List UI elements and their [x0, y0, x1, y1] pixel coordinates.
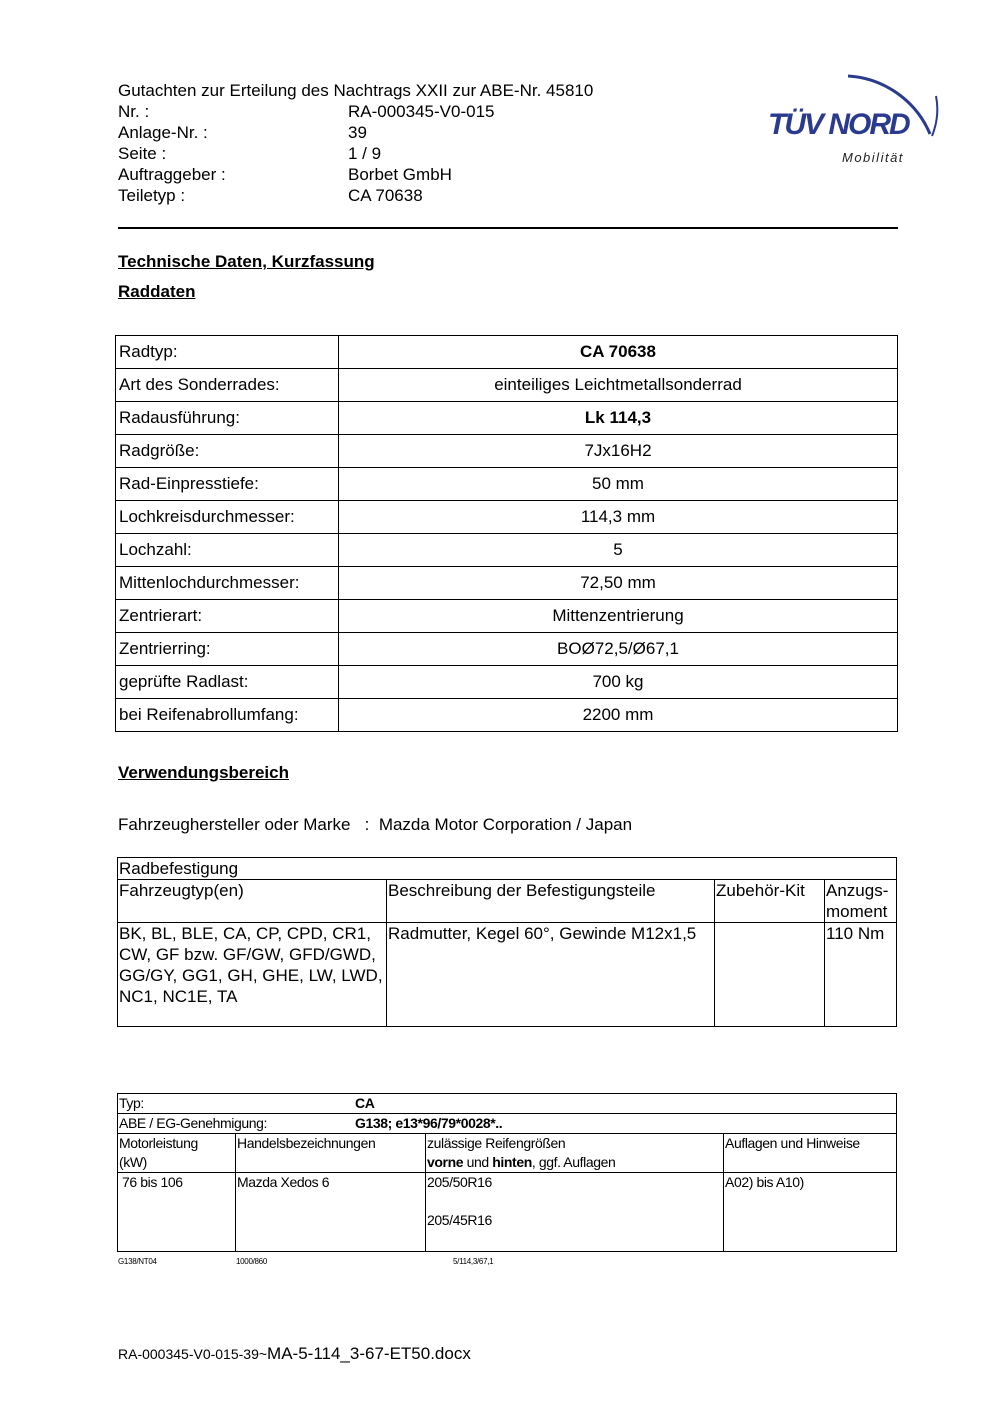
cell-notes: A02) bis A10)	[724, 1173, 897, 1252]
header-row-nr	[118, 101, 494, 122]
table-row	[116, 666, 898, 699]
logo-wordmark: TÜV NORD	[768, 108, 909, 141]
header-power	[118, 1134, 236, 1173]
cell-value: 50 mm	[339, 468, 898, 501]
tuv-nord-logo	[760, 56, 940, 170]
code-nt: G138/NT04	[118, 1257, 157, 1266]
table-row	[116, 633, 898, 666]
cell-label: bei Reifenabrollumfang:	[116, 699, 339, 732]
cell-trade-name: Mazda Xedos 6	[236, 1173, 426, 1252]
header-tyres-front: vorne	[427, 1154, 464, 1170]
header-description: Beschreibung der Befestigungsteile	[387, 880, 715, 923]
table-row	[116, 468, 898, 501]
table-row	[116, 600, 898, 633]
header-label: Auftraggeber :	[118, 165, 226, 184]
maker-label: Fahrzeughersteller oder Marke	[118, 815, 351, 834]
footer-filename	[118, 1344, 471, 1364]
header-value: RA-000345-V0-015	[348, 102, 495, 121]
wheel-fixing-table	[117, 857, 897, 1027]
header-label: Nr. :	[118, 102, 150, 121]
cell-label: geprüfte Radlast:	[116, 666, 339, 699]
table-row	[116, 402, 898, 435]
header-value: 1 / 9	[348, 144, 382, 163]
header-torque	[825, 880, 897, 923]
typ-value: CA	[355, 1095, 375, 1111]
maker-separator: :	[364, 815, 370, 834]
cell-kit	[715, 923, 825, 1027]
cell-value: 2200 mm	[339, 699, 898, 732]
cell-label: Radausführung:	[116, 402, 339, 435]
table-row	[116, 369, 898, 402]
header-row-auftraggeber	[118, 164, 452, 185]
cell-description: Radmutter, Kegel 60°, Gewinde M12x1,5	[387, 923, 715, 1027]
wheel-data-table	[115, 335, 898, 732]
header-trade-names: Handelsbezeichnungen	[236, 1134, 426, 1173]
cell-tyres	[426, 1173, 724, 1252]
cell-label: Mittenlochdurchmesser:	[116, 567, 339, 600]
section-technical-data: Technische Daten, Kurzfassung	[118, 252, 375, 271]
cell-value: CA 70638	[339, 336, 898, 369]
header-tyres	[426, 1134, 724, 1173]
cell-value: 5	[339, 534, 898, 567]
header-divider	[118, 227, 898, 229]
header-tyres-and: und	[463, 1154, 493, 1170]
code-load: 1000/860	[236, 1257, 267, 1266]
table-row	[116, 534, 898, 567]
header-kit: Zubehör-Kit	[715, 880, 825, 923]
header-torque-1: Anzugs-	[826, 881, 889, 900]
abe-label: ABE / EG-Genehmigung:	[119, 1115, 268, 1131]
vehicle-maker-line	[118, 815, 632, 835]
cell-label: Lochzahl:	[116, 534, 339, 567]
header-label: Anlage-Nr. :	[118, 123, 208, 142]
header-value: 39	[348, 123, 367, 142]
tyre-size: 205/45R16	[427, 1212, 492, 1228]
cell-value: Mittenzentrierung	[339, 600, 898, 633]
table-row	[116, 435, 898, 468]
tyre-size: 205/50R16	[427, 1174, 492, 1190]
table-row	[116, 501, 898, 534]
header-power-1: Motorleistung	[119, 1135, 198, 1151]
logo-subtitle: Mobilität	[842, 150, 904, 165]
header-tyres-note: , ggf. Auflagen	[531, 1154, 616, 1170]
maker-value: Mazda Motor Corporation / Japan	[378, 815, 633, 834]
cell-label: Zentrierart:	[116, 600, 339, 633]
fixing-title: Radbefestigung	[118, 858, 897, 880]
cell-label: Lochkreisdurchmesser:	[116, 501, 339, 534]
header-power-2: (kW)	[119, 1154, 147, 1170]
typ-label: Typ:	[119, 1095, 144, 1111]
footer-id: RA-000345-V0-015-39~	[118, 1346, 268, 1362]
table-row	[118, 858, 897, 880]
cell-value: 114,3 mm	[339, 501, 898, 534]
cell-label: Radgröße:	[116, 435, 339, 468]
cell-value: BOØ72,5/Ø67,1	[339, 633, 898, 666]
header-row-teiletyp	[118, 185, 423, 206]
cell-label: Rad-Einpresstiefe:	[116, 468, 339, 501]
header-row-anlage	[118, 122, 367, 143]
table-header-row	[118, 1134, 897, 1173]
type-approval-table	[117, 1093, 897, 1252]
cell-value: 700 kg	[339, 666, 898, 699]
document-title: Gutachten zur Erteilung des Nachtrags XXII zur ABE-Nr. 45810	[118, 81, 594, 100]
code-bolt: 5/114,3/67,1	[453, 1257, 494, 1266]
table-row	[116, 567, 898, 600]
cell-value: 72,50 mm	[339, 567, 898, 600]
table-row	[118, 923, 897, 1027]
cell-power: 76 bis 106	[118, 1173, 236, 1252]
cell-torque: 110 Nm	[825, 923, 897, 1027]
table-row	[118, 1114, 897, 1134]
section-verwendungsbereich: Verwendungsbereich	[118, 763, 289, 782]
header-torque-2: moment	[826, 902, 888, 921]
cell-value: 7Jx16H2	[339, 435, 898, 468]
header-value: Borbet GmbH	[348, 165, 452, 184]
typ-row	[118, 1094, 897, 1114]
header-notes: Auflagen und Hinweise	[724, 1134, 897, 1173]
cell-label: Radtyp:	[116, 336, 339, 369]
table-row	[116, 336, 898, 369]
cell-value: einteiliges Leichtmetallsonderrad	[339, 369, 898, 402]
table-row	[118, 1173, 897, 1252]
footer-file: MA-5-114_3-67-ET50.docx	[267, 1344, 471, 1363]
section-raddaten: Raddaten	[118, 282, 196, 301]
abe-value: G138; e13*96/79*0028*..	[355, 1115, 503, 1131]
cell-vehicle-types: BK, BL, BLE, CA, CP, CPD, CR1, CW, GF bzw. GF/GW, GFD/GWD, GG/GY, GG1, GH, GHE, LW, LWD, NC1, NC1E, TA	[118, 923, 387, 1027]
header-value: CA 70638	[348, 186, 423, 205]
header-vehicle-types: Fahrzeugtyp(en)	[118, 880, 387, 923]
header-row-seite	[118, 143, 381, 164]
table-row	[118, 1094, 897, 1114]
header-tyres-1: zulässige Reifengrößen	[427, 1135, 566, 1151]
cell-label: Zentrierring:	[116, 633, 339, 666]
cell-label: Art des Sonderrades:	[116, 369, 339, 402]
cell-value: Lk 114,3	[339, 402, 898, 435]
header-label: Seite :	[118, 144, 167, 163]
header-tyres-rear: hinten	[492, 1154, 532, 1170]
abe-row	[118, 1114, 897, 1134]
table-header-row	[118, 880, 897, 923]
header-label: Teiletyp :	[118, 186, 186, 205]
table-row	[116, 699, 898, 732]
